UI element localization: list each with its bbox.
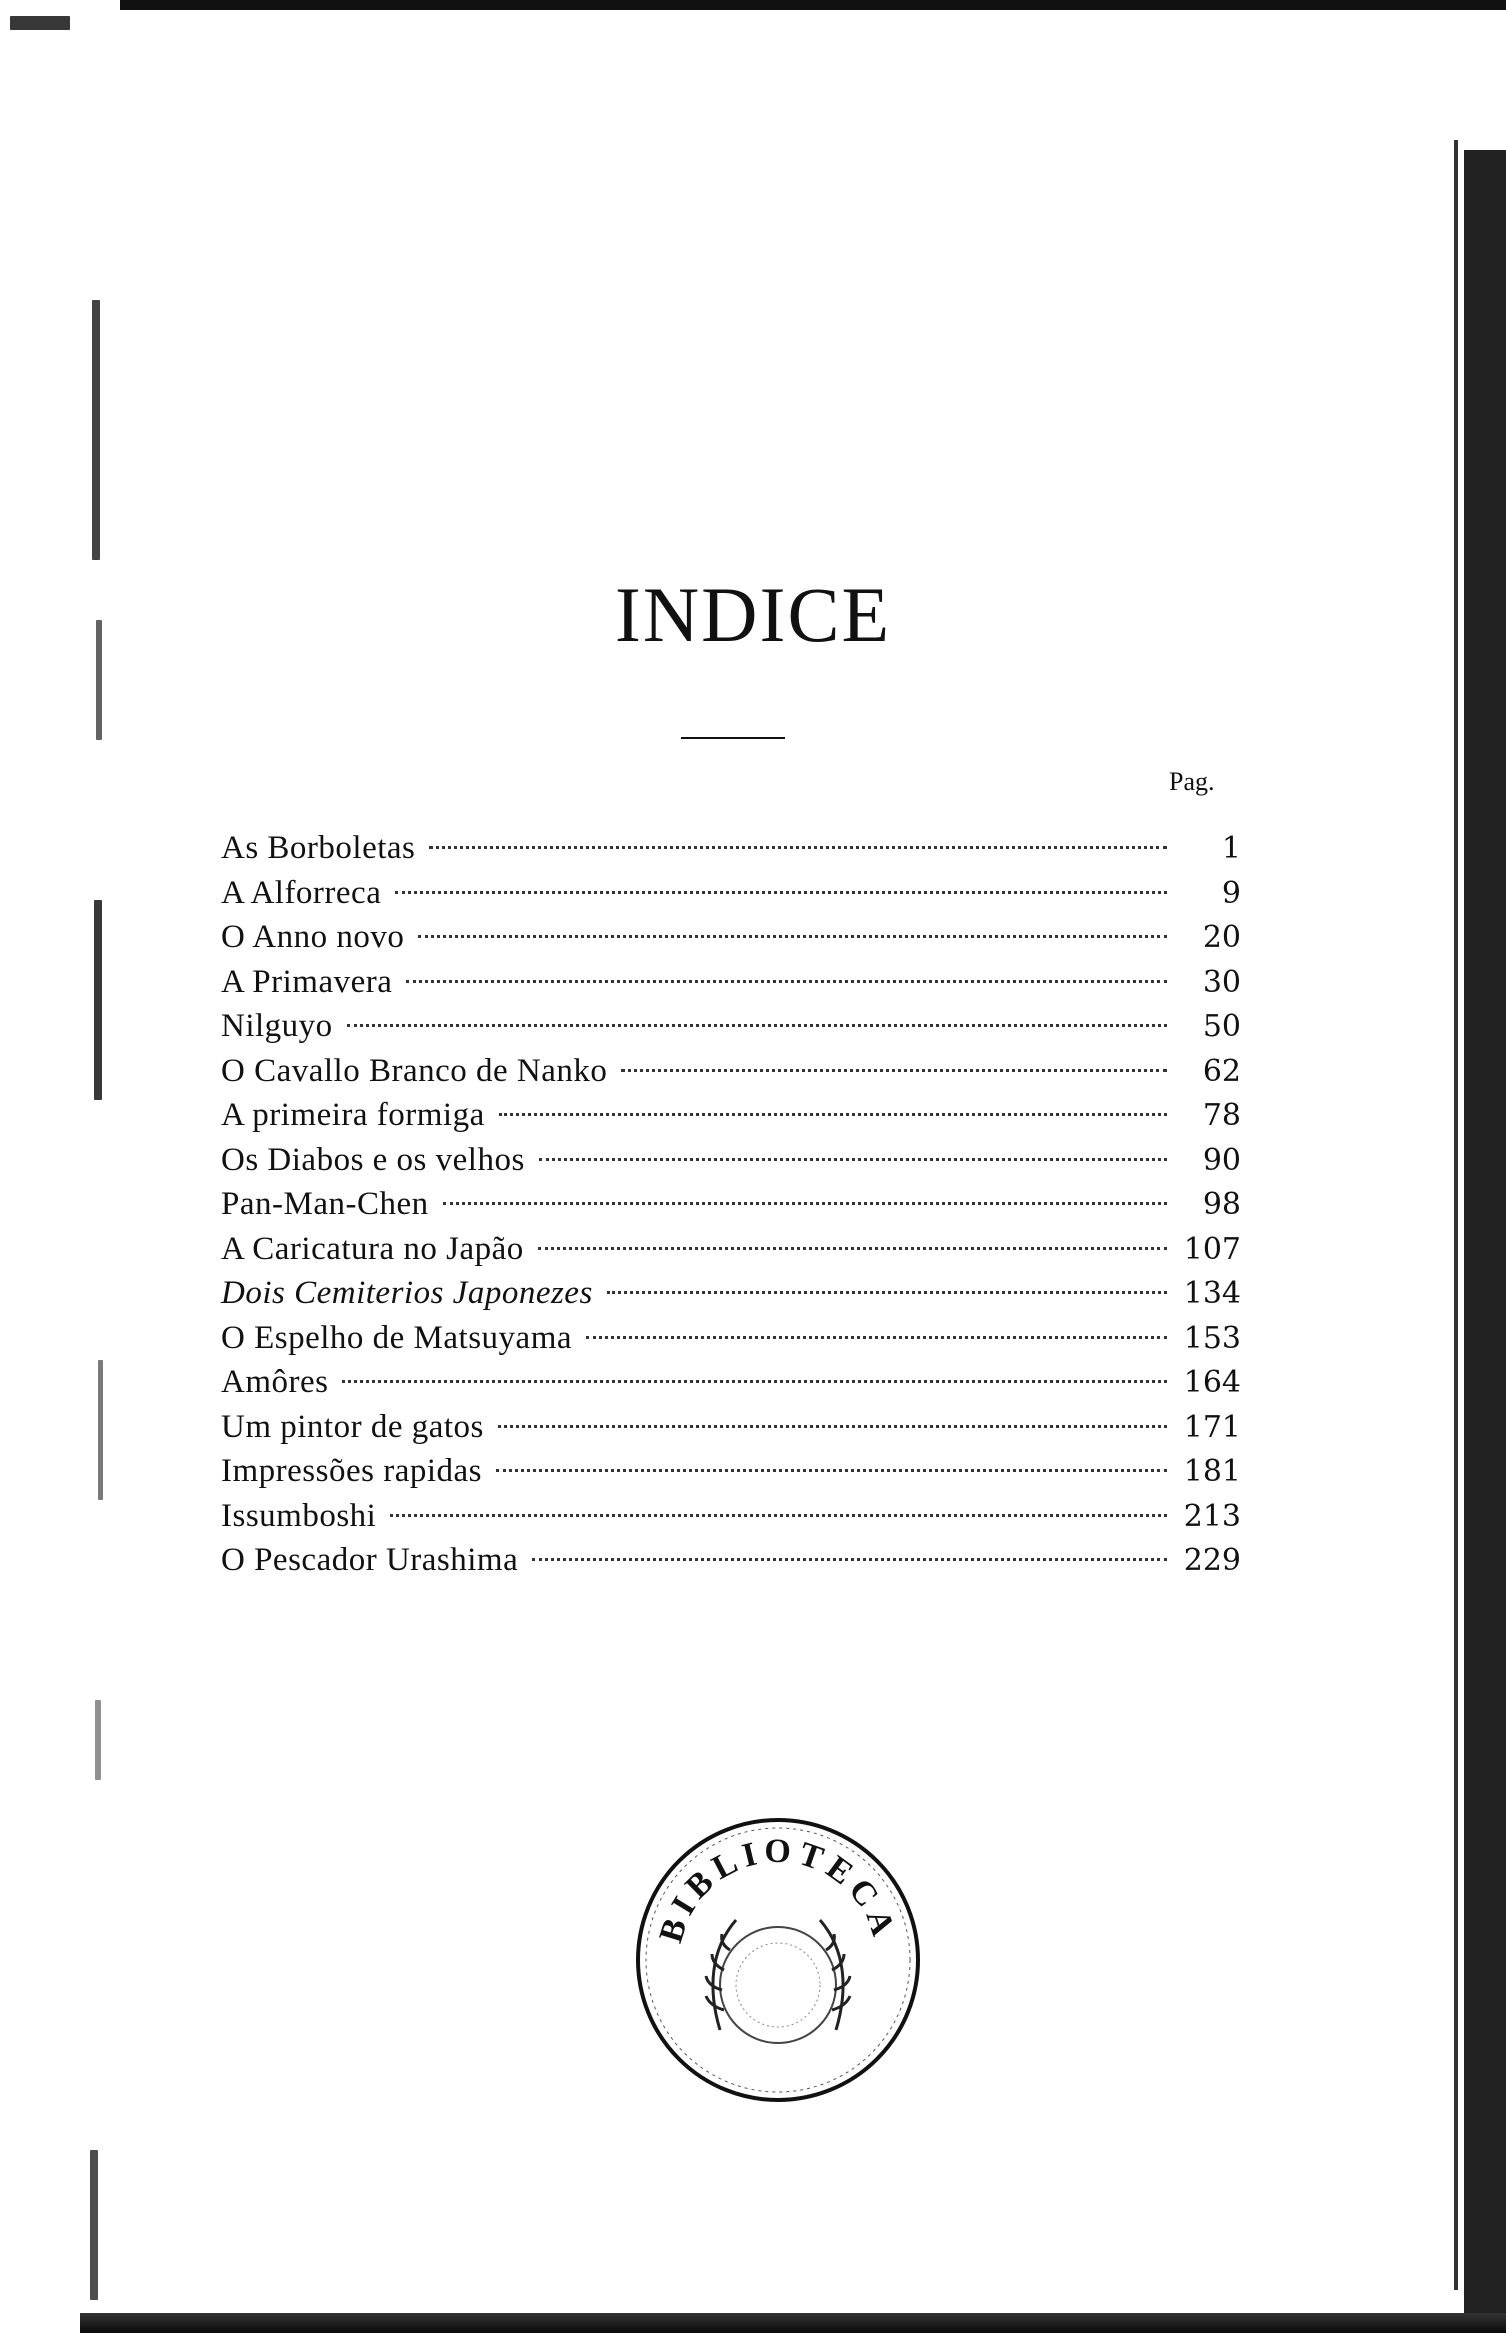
toc-entry (221, 1494, 1241, 1539)
toc-entry (221, 1004, 1241, 1049)
toc-entry-title: Os Diabos e os velhos (221, 1141, 525, 1178)
toc-entry-title: A Alforreca (221, 874, 382, 911)
toc-dot-leader (539, 1158, 1167, 1161)
toc-dot-leader (406, 980, 1167, 983)
toc-dot-leader (499, 1113, 1167, 1116)
toc-dot-leader (496, 1469, 1167, 1472)
toc-entry-page: 20 (1202, 920, 1241, 955)
toc-entry-page: 98 (1202, 1187, 1241, 1222)
toc-entry-page: 78 (1202, 1098, 1241, 1133)
toc-dot-leader (347, 1024, 1167, 1027)
toc-dot-leader (532, 1558, 1167, 1561)
toc-entry (221, 1227, 1241, 1272)
toc-entry (221, 1538, 1241, 1583)
toc-entry-title: Amôres (221, 1364, 329, 1400)
scan-bottom-edge (80, 2313, 1506, 2333)
toc-entry-page: 181 (1183, 1454, 1241, 1489)
scan-top-edge (120, 0, 1506, 10)
toc-entry-page: 1 (1221, 831, 1241, 866)
title-rule (681, 737, 785, 739)
toc-dot-leader (607, 1291, 1167, 1294)
toc-entry-page: 107 (1183, 1231, 1241, 1267)
toc-entry-page: 213 (1183, 1498, 1241, 1534)
toc-entry (221, 826, 1241, 871)
toc-entry-title: O Cavallo Branco de Nanko (221, 1052, 608, 1089)
toc-entry-page: 153 (1183, 1320, 1241, 1356)
toc-entry-title: Impressões rapidas (221, 1453, 483, 1489)
toc-entry-page: 229 (1183, 1543, 1241, 1578)
scan-right-line (1454, 140, 1458, 2290)
toc-entry-page: 134 (1183, 1276, 1241, 1311)
toc-entry-page: 30 (1202, 964, 1241, 1000)
toc-entry-page: 9 (1221, 875, 1241, 911)
toc-entry (221, 871, 1241, 916)
toc-entry-title: Nilguyo (221, 1008, 333, 1044)
toc-entry (221, 1271, 1241, 1316)
toc-entry (221, 1138, 1241, 1183)
toc-entry (221, 1316, 1241, 1361)
toc-entry-title: Pan-Man-Chen (221, 1186, 429, 1222)
page-column-label: Pag. (1169, 767, 1215, 796)
toc-entry-title: O Anno novo (221, 919, 405, 955)
toc-entry (221, 915, 1241, 960)
toc-dot-leader (498, 1425, 1167, 1428)
toc-entry (221, 1093, 1241, 1138)
scan-left-gutter (0, 0, 140, 2333)
scan-right-band (1464, 150, 1506, 2333)
page-title: INDICE (614, 571, 892, 658)
toc-dot-leader (395, 891, 1167, 894)
toc-entry (221, 1405, 1241, 1450)
toc-entry-title: Um pintor de gatos (221, 1408, 484, 1445)
toc-entry-title: O Espelho de Matsuyama (221, 1319, 573, 1356)
stamp-text: BIBLIOTECA (652, 1832, 904, 1947)
toc-entry-page: 164 (1183, 1365, 1241, 1400)
toc-dot-leader (443, 1202, 1167, 1205)
toc-entry-page: 171 (1183, 1409, 1241, 1445)
toc-dot-leader (429, 846, 1167, 849)
toc-dot-leader (538, 1247, 1167, 1250)
toc-dot-leader (586, 1336, 1167, 1339)
toc-entry-title: A Caricatura no Japão (221, 1230, 524, 1267)
toc-entry-title: O Pescador Urashima (221, 1542, 519, 1578)
toc-entry-title: Issumboshi (221, 1497, 377, 1534)
toc-entry-page: 50 (1202, 1009, 1241, 1044)
toc-entry (221, 1182, 1241, 1227)
library-stamp (628, 1810, 928, 2110)
toc-dot-leader (342, 1380, 1167, 1383)
toc-entry (221, 1049, 1241, 1094)
toc-entry-title: A primeira formiga (221, 1097, 485, 1133)
toc-entry (221, 960, 1241, 1005)
table-of-contents (221, 826, 1241, 1583)
toc-entry (221, 1360, 1241, 1405)
toc-dot-leader (621, 1069, 1167, 1072)
toc-entry-page: 90 (1202, 1142, 1241, 1178)
toc-dot-leader (418, 935, 1167, 938)
toc-entry-title: As Borboletas (221, 830, 416, 866)
toc-entry-title: A Primavera (221, 963, 393, 1000)
toc-entry (221, 1449, 1241, 1494)
toc-dot-leader (390, 1514, 1167, 1517)
toc-entry-page: 62 (1202, 1053, 1241, 1089)
toc-entry-title: Dois Cemiterios Japonezes (221, 1275, 593, 1311)
